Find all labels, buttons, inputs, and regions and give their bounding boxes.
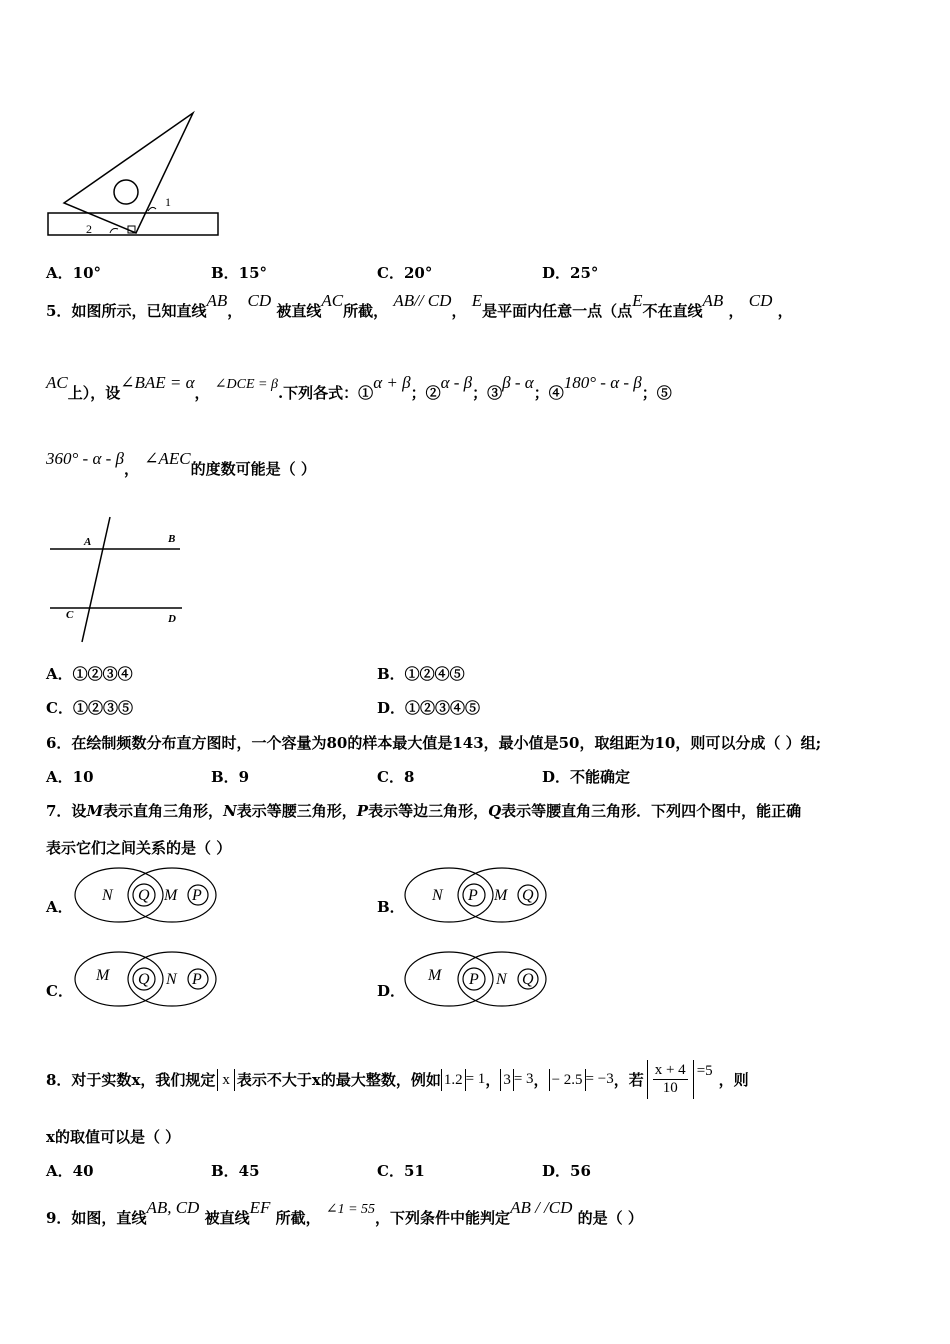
q5-s2: ；③ (472, 384, 503, 402)
q5-option-a[interactable]: A．①②③④ (46, 665, 133, 683)
venn-d-label1: M (428, 967, 442, 984)
venn-a-label4: P (192, 887, 202, 904)
q5-text4: 是平面内任意一点（点 (482, 302, 633, 320)
q8-ex2-value: 3 (500, 1069, 514, 1091)
q8-floor-x: x (217, 1069, 235, 1091)
q7-t1: 表示直角三角形， (103, 802, 224, 820)
q7-n: N (223, 802, 237, 820)
q9-ef: EF (249, 1198, 271, 1217)
q9-t4: ，下列条件中能判定 (375, 1209, 511, 1227)
q8-floor-fraction (647, 1060, 694, 1099)
q8-option-a[interactable]: A．40 (46, 1162, 94, 1180)
q5-comma: ， (227, 302, 243, 320)
q7-option-b-letter[interactable]: B． (377, 898, 405, 916)
q8-ex3-value: − 2.5 (549, 1069, 586, 1091)
venn-d-label4: Q (522, 971, 534, 988)
q5-option-d[interactable]: D．①②③④⑤ (377, 699, 481, 717)
angle1-arc (148, 207, 156, 211)
q7-venn-a[interactable] (74, 866, 219, 926)
q4-option-c[interactable]: C．20° (377, 264, 433, 282)
q5-f2: α - β (440, 373, 473, 392)
label-d: D (168, 613, 176, 625)
q5-number: 5． (46, 302, 72, 320)
venn-d-label3: N (496, 971, 507, 988)
q8-c2: ， (533, 1071, 549, 1089)
q7-line2: 表示它们之间关系的是（ ） (46, 839, 232, 857)
q5-text1: 如图所示，已知直线 (71, 302, 207, 320)
q5-text6: 上），设 (67, 384, 121, 402)
venn-a-label3: M (164, 887, 178, 904)
q8-line1 (46, 1060, 749, 1099)
q8-t2: 表示不大于x的最大整数，例如 (236, 1071, 441, 1089)
q5-ab2: AB (702, 291, 724, 310)
q5-option-c[interactable]: C．①②③⑤ (46, 699, 133, 717)
q9-t1: 9．如图，直线 (46, 1209, 147, 1227)
q5-parallel: AB// CD (393, 291, 452, 310)
q6-option-b[interactable]: B．9 (211, 768, 250, 786)
label-b: B (168, 533, 176, 545)
q6-question-text: 6．在绘制频数分布直方图时，一个容量为80的样本最大值是143，最小值是50，取组距为10，则可以分成（ ）组; (46, 734, 822, 752)
q5-e2: E (632, 291, 643, 310)
venn-b-label4: Q (522, 887, 534, 904)
q8-line2: x的取值可以是（ ） (46, 1128, 181, 1146)
q4-option-a[interactable]: A．10° (46, 264, 102, 282)
venn-a-label2: Q (138, 887, 150, 904)
q5-comma2: ， (451, 302, 467, 320)
q5-f3: β - α (502, 373, 534, 392)
q6-option-c[interactable]: C．8 (377, 768, 415, 786)
q4-option-b[interactable]: B．15° (211, 264, 268, 282)
q9-abcd: AB, CD (146, 1198, 200, 1217)
q7-q: Q (488, 802, 502, 820)
q5-f5: 360° - α - β (46, 449, 125, 468)
q5-option-b[interactable]: B．①②④⑤ (377, 665, 465, 683)
q7-t3: 表示等边三角形， (368, 802, 489, 820)
venn-c-label1: M (96, 967, 110, 984)
q7-t2: 表示等腰三角形， (236, 802, 357, 820)
venn-b-label1: N (432, 887, 443, 904)
q4-option-d[interactable]: D．25° (542, 264, 599, 282)
q9-angle: ∠1 = 55 (325, 1202, 376, 1217)
q5-e: E (471, 291, 483, 310)
q8-c1: ， (485, 1071, 501, 1089)
q5-text2: 被直线 (276, 302, 322, 320)
q8-ex1-value: 1.2 (441, 1069, 466, 1091)
q7-venn-d[interactable] (404, 950, 549, 1010)
q5-s3: ；④ (533, 384, 564, 402)
q8-option-d[interactable]: D．56 (542, 1162, 591, 1180)
q5-comma4: ， (777, 302, 793, 320)
q6-option-a[interactable]: A．10 (46, 768, 94, 786)
venn-b-label3: M (494, 887, 508, 904)
q7-t4: 表示等腰直角三角形．下列四个图中，能正确 (501, 802, 802, 820)
q5-text7: .下列各式：① (277, 384, 374, 402)
set-square (64, 113, 193, 233)
venn-c-label3: N (166, 971, 177, 988)
q5-parallel-lines-figure (44, 512, 194, 647)
q7-pre: 7．设 (46, 802, 87, 820)
venn-d-label2: P (469, 971, 479, 988)
q7-venn-b[interactable] (404, 866, 549, 926)
q5-ab: AB (206, 291, 228, 310)
q9-question-text (46, 1198, 643, 1228)
q8-equals: =5 (696, 1063, 713, 1079)
q5-bae: ∠BAE = α (120, 373, 195, 392)
q8-ex3-result: = −3 (585, 1071, 614, 1087)
q5-f1: α + β (373, 373, 411, 392)
venn-c-label4: P (192, 971, 202, 988)
label-c: C (66, 609, 74, 621)
q7-option-a-letter[interactable]: A． (46, 898, 73, 916)
q5-text5: 不在直线 (642, 302, 703, 320)
q9-t5: 的是（ ） (577, 1209, 643, 1227)
q5-comma6: ， (124, 460, 140, 478)
q7-line1 (46, 800, 801, 821)
q5-comma3: ， (728, 302, 744, 320)
q5-text3: 所截， (343, 302, 389, 320)
label-a: A (84, 536, 92, 548)
q7-option-d-letter[interactable]: D． (377, 982, 406, 1000)
q5-f4: 180° - α - β (563, 373, 642, 392)
q8-t3: ，若 (613, 1071, 644, 1089)
q5-text8: 的度数可能是（ ） (190, 460, 316, 478)
q8-t1: 8．对于实数x，我们规定 (46, 1071, 216, 1089)
q8-ex2-result: = 3 (513, 1071, 534, 1087)
q8-ex1-result: = 1 (465, 1071, 486, 1087)
q5-s1: ；② (410, 384, 441, 402)
q8-t4: ，则 (718, 1071, 749, 1089)
q9-t3: 所截， (275, 1209, 321, 1227)
angle2-arc (110, 229, 118, 234)
q9-t2: 被直线 (204, 1209, 250, 1227)
venn-c-label2: Q (138, 971, 150, 988)
q5-line3 (46, 449, 316, 479)
q7-p: P (356, 802, 369, 820)
q7-venn-c[interactable] (74, 950, 219, 1010)
q8-option-b[interactable]: B．45 (211, 1162, 260, 1180)
q8-denominator: 10 (662, 1080, 678, 1096)
q5-s4: ；⑤ (641, 384, 672, 402)
q5-cd2: CD (748, 291, 773, 310)
q8-option-c[interactable]: C．51 (377, 1162, 425, 1180)
venn-b-label2: P (468, 887, 478, 904)
q5-ac: AC (321, 291, 344, 310)
q6-option-d[interactable]: D．不能确定 (542, 768, 631, 786)
q5-dce: ∠DCE = β (214, 377, 278, 392)
angle2-label: 2 (86, 222, 92, 236)
angle1-label: 1 (165, 195, 171, 209)
set-square-hole (114, 180, 138, 204)
q5-line2 (46, 373, 672, 403)
q5-aec: ∠AEC (144, 449, 191, 468)
q5-ac2: AC (46, 373, 68, 392)
q9-parallel: AB / /CD (510, 1198, 573, 1217)
q4-triangle-figure (40, 105, 230, 240)
q5-line1 (46, 291, 793, 321)
venn-a-label1: N (102, 887, 113, 904)
q5-comma5: ， (194, 384, 210, 402)
q5-cd: CD (247, 291, 272, 310)
q7-option-c-letter[interactable]: C． (46, 982, 73, 1000)
q7-m: M (86, 802, 104, 820)
q8-numerator: x + 4 (654, 1062, 686, 1078)
